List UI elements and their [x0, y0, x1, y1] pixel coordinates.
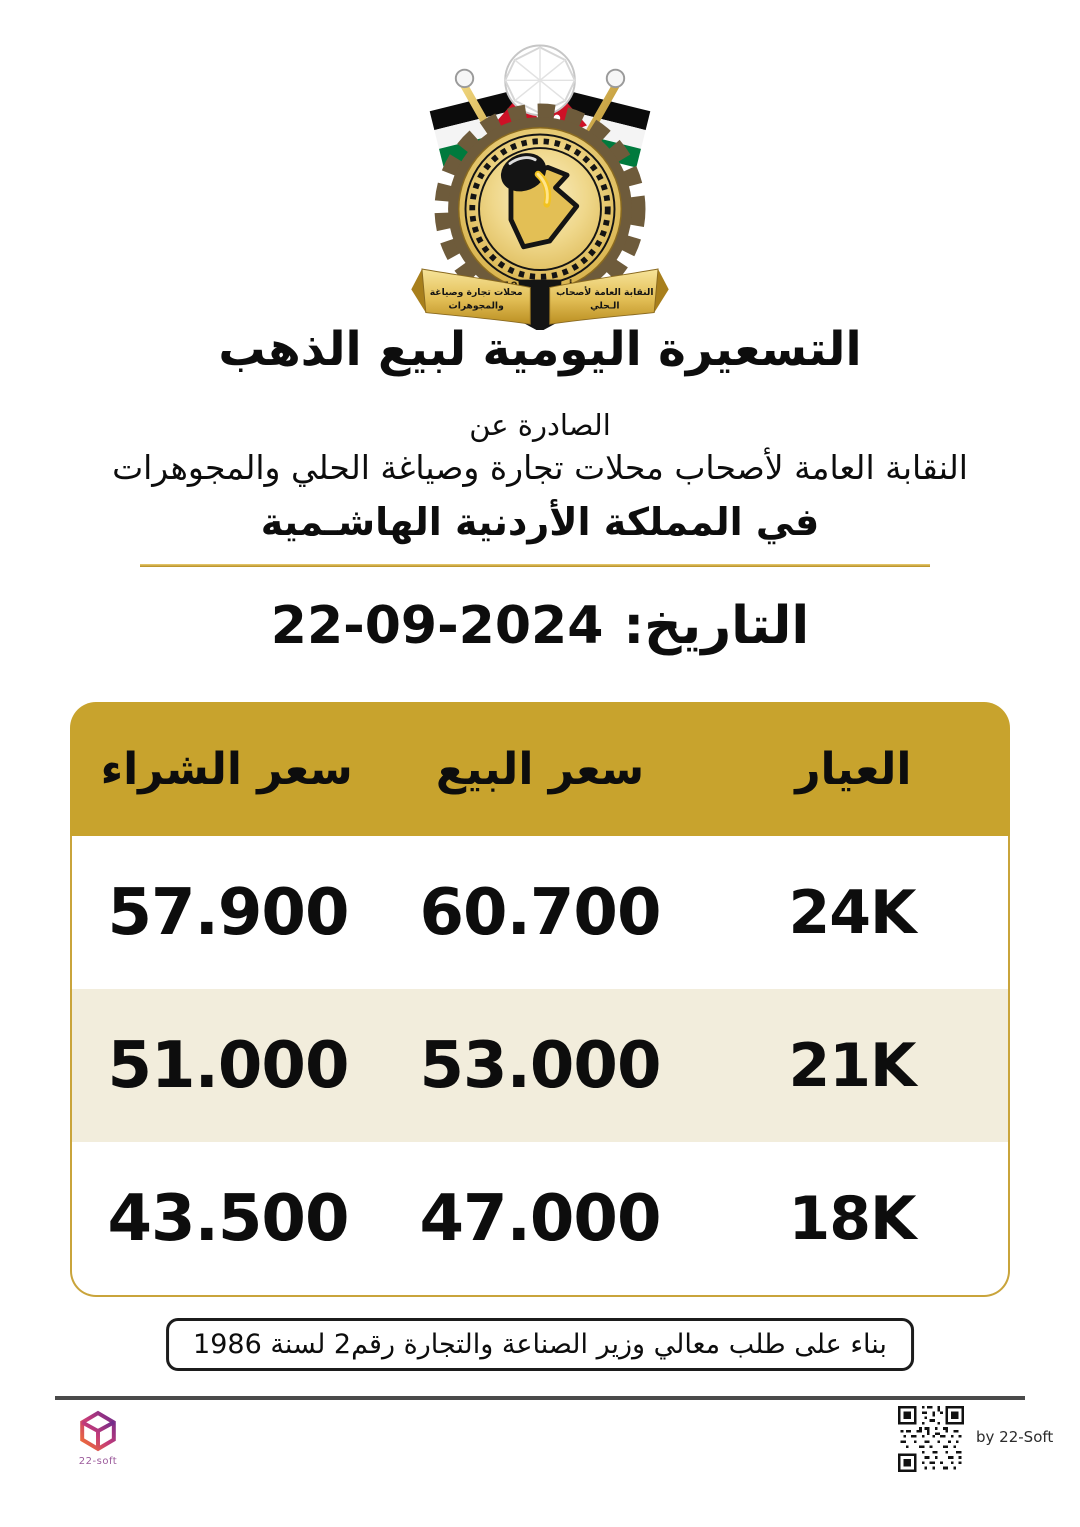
svg-text:محلات تجارة وصياغة: محلات تجارة وصياغة	[429, 287, 523, 299]
karat-cell: 18K	[788, 1183, 916, 1254]
syndicate-emblem-icon	[410, 30, 670, 330]
brand-name: 22-soft	[78, 1456, 118, 1467]
gold-rule	[140, 564, 930, 567]
table-row-21k	[72, 989, 1008, 1142]
issued-by-label: الصادرة عن	[469, 408, 611, 442]
date-value: 22-09-2024	[270, 596, 604, 656]
qr-code-icon	[898, 1406, 964, 1476]
gold-price-table	[70, 702, 1010, 1297]
karat-cell: 21K	[788, 1030, 916, 1101]
sell-price-cell: 47.000	[419, 1181, 661, 1256]
table-row-24k	[72, 836, 1008, 989]
credit-text: by 22-Soft	[976, 1428, 1054, 1446]
table-body	[70, 836, 1010, 1297]
svg-text:الـحلي: الـحلي	[590, 300, 620, 312]
buy-price-cell: 51.000	[107, 1028, 349, 1103]
legal-note: بناء على طلب معالي وزير الصناعة والتجارة رقم2 لسنة 1986	[166, 1318, 914, 1371]
header-cell-sell: سعر البيع	[435, 743, 645, 795]
cube-logo-icon	[75, 1408, 121, 1454]
sell-price-cell: 53.000	[419, 1028, 661, 1103]
svg-text:والمجوهرات: والمجوهرات	[448, 300, 504, 312]
karat-cell: 24K	[788, 877, 916, 948]
header-cell-karat: العيار	[795, 743, 912, 795]
date-label: التاريخ:	[623, 596, 810, 656]
table-header-row	[70, 702, 1010, 836]
syndicate-emblem	[410, 30, 670, 334]
buy-price-cell: 43.500	[107, 1181, 349, 1256]
sell-price-cell: 60.700	[419, 875, 661, 950]
buy-price-cell: 57.900	[107, 875, 349, 950]
svg-text:النقابة العامة لأصحاب: النقابة العامة لأصحاب	[556, 287, 654, 299]
table-row-18k	[72, 1142, 1008, 1295]
header-cell-buy: سعر الشراء	[100, 743, 353, 795]
region-name: في المملكة الأردنية الهاشـمية	[260, 500, 820, 544]
date-line	[0, 596, 1080, 656]
footer-divider	[55, 1396, 1025, 1400]
issuer-name: النقابة العامة لأصحاب محلات تجارة وصياغة الحلي والمجوهرات	[112, 448, 968, 487]
page-title: التسعيرة اليومية لبيع الذهب	[218, 322, 862, 377]
brand-logo	[50, 1408, 146, 1467]
